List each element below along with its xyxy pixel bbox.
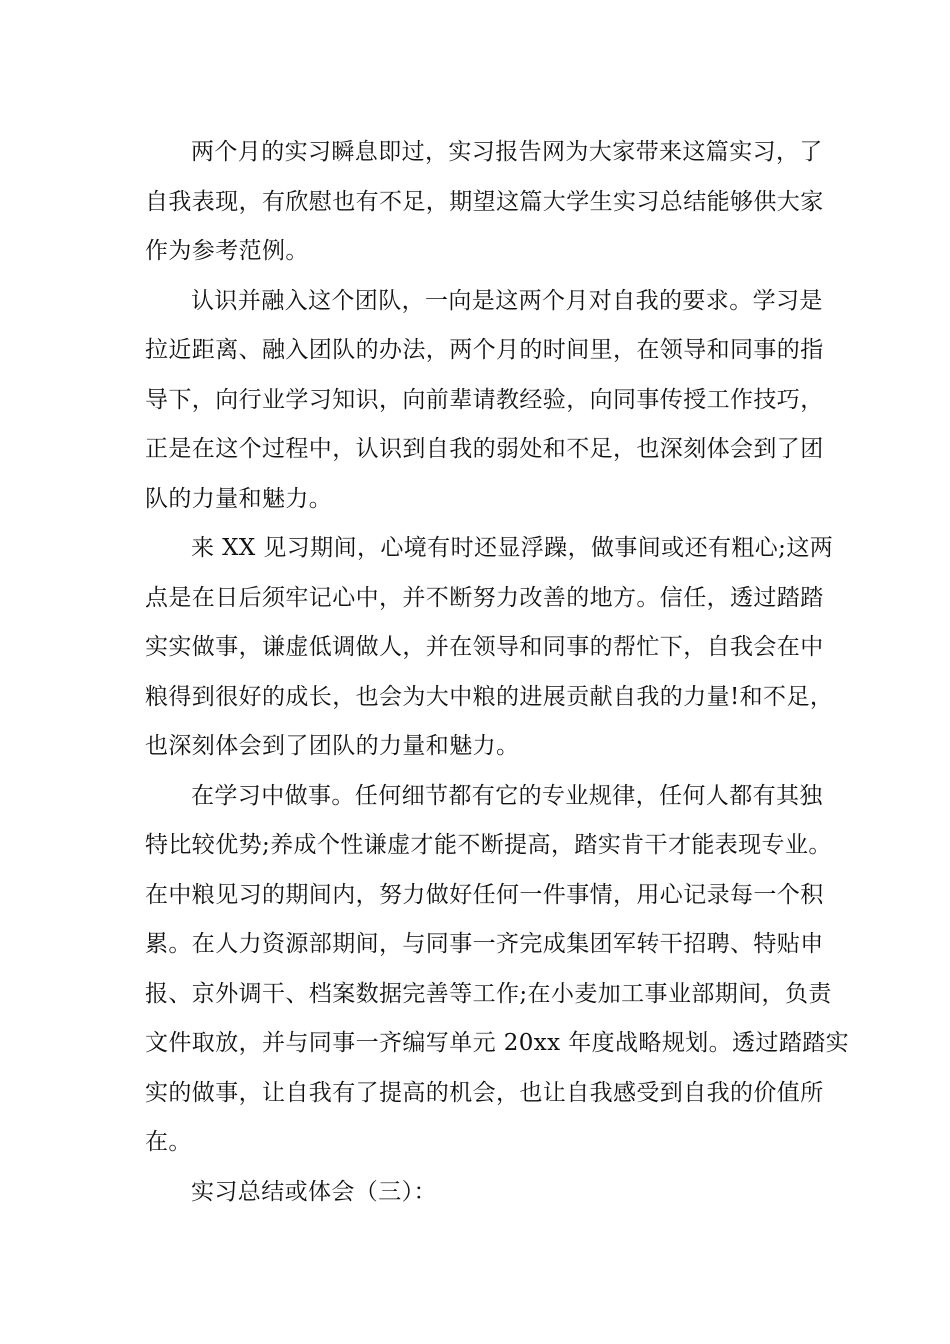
paragraph-line: 文件取放，并与同事一齐编写单元 20xx 年度战略规划。透过踏踏实 bbox=[145, 1030, 850, 1056]
section-heading-text: 实习总结或体会（三）： bbox=[191, 1178, 437, 1205]
paragraph-line: 粮得到很好的成长，也会为大中粮的进展贡献自我的力量!和不足， bbox=[145, 683, 834, 710]
paragraph-line: 报、京外调干、档案数据完善等工作;在小麦加工事业部期间，负责 bbox=[145, 980, 832, 1007]
paragraph-line: 在。 bbox=[145, 1129, 192, 1155]
paragraph-line: 实实做事，谦虚低调做人，并在领导和同事的帮忙下，自我会在中 bbox=[145, 634, 824, 660]
paragraph-line: 作为参考范例。 bbox=[145, 238, 309, 264]
paragraph-line: 点是在日后须牢记心中，并不断努力改善的地方。信任，透过踏踏 bbox=[145, 584, 824, 611]
paragraph-line: 正是在这个过程中，认识到自我的弱处和不足，也深刻体会到了团 bbox=[145, 436, 824, 462]
paragraph-line: 两个月的实习瞬息即过，实习报告网为大家带来这篇实习，了 bbox=[191, 139, 823, 165]
paragraph-line: 来 XX 见习期间，心境有时还显浮躁，做事间或还有粗心;这两 bbox=[191, 535, 834, 561]
paragraph-line: 导下，向行业学习知识，向前辈请教经验，向同事传授工作技巧， bbox=[145, 386, 824, 413]
paragraph-line: 特比较优势;养成个性谦虚才能不断提高，踏实肯干才能表现专业。 bbox=[145, 832, 832, 858]
paragraph-line: 认识并融入这个团队，一向是这两个月对自我的要求。学习是 bbox=[191, 287, 823, 314]
paragraph-3 bbox=[145, 524, 834, 772]
paragraph-line: 自我表现，有欣慰也有不足，期望这篇大学生实习总结能够供大家 bbox=[145, 188, 824, 215]
paragraph-line: 也深刻体会到了团队的力量和魅力。 bbox=[145, 733, 520, 759]
paragraph-line: 队的力量和魅力。 bbox=[145, 485, 333, 512]
paragraph-line: 拉近距离、融入团队的办法，两个月的时间里，在领导和同事的指 bbox=[145, 337, 824, 363]
paragraph-2 bbox=[145, 277, 824, 525]
paragraph-4 bbox=[145, 772, 850, 1168]
paragraph-1 bbox=[145, 128, 824, 277]
section-heading bbox=[145, 1168, 813, 1218]
paragraph-line: 累。在人力资源部期间，与同事一齐完成集团军转干招聘、特贴申 bbox=[145, 931, 824, 957]
document-body bbox=[145, 128, 850, 1217]
paragraph-line: 实的做事，让自我有了提高的机会，也让自我感受到自我的价值所 bbox=[145, 1079, 824, 1106]
paragraph-line: 在学习中做事。任何细节都有它的专业规律，任何人都有其独 bbox=[191, 782, 823, 809]
paragraph-line: 在中粮见习的期间内，努力做好任何一件事情，用心记录每一个积 bbox=[145, 881, 824, 908]
